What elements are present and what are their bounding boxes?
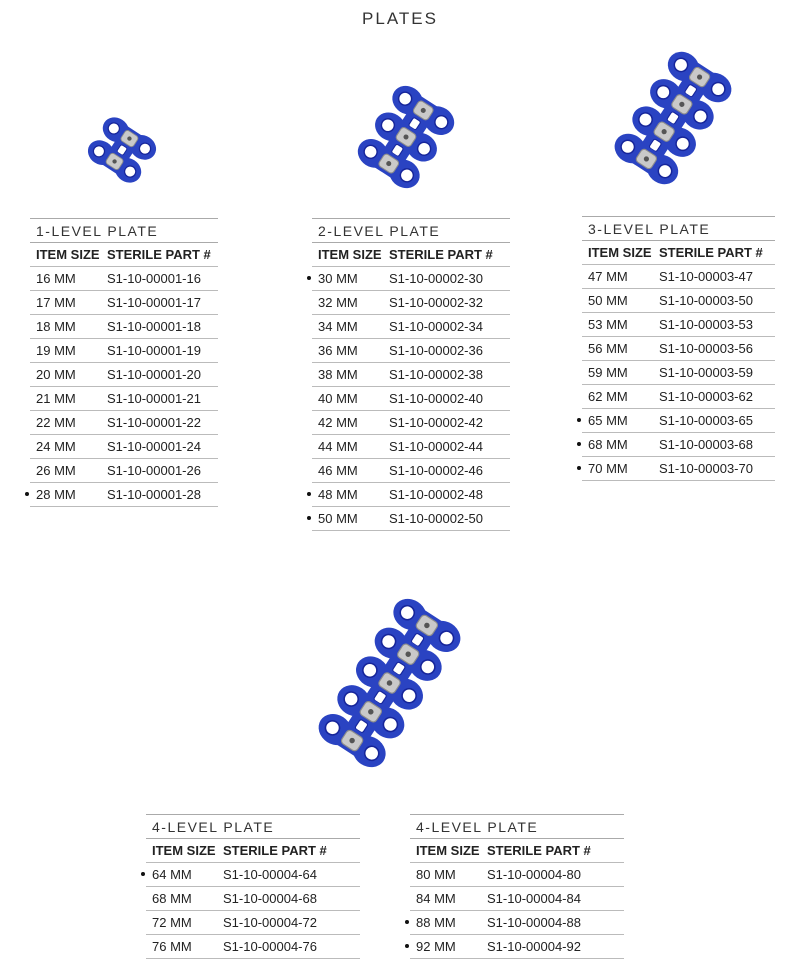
item-size-cell: 16 MM — [36, 271, 76, 286]
item-size-header: ITEM SIZE — [588, 245, 652, 260]
item-size-cell: 21 MM — [36, 391, 76, 406]
sterile-part-cell: S1-10-00002-34 — [389, 319, 483, 334]
bullet-marker — [25, 492, 29, 496]
sterile-part-cell: S1-10-00002-42 — [389, 415, 483, 430]
item-size-cell: 50 MM — [318, 511, 358, 526]
bullet-marker — [141, 872, 145, 876]
item-size-cell: 48 MM — [318, 487, 358, 502]
sterile-part-header: STERILE PART # — [487, 843, 591, 858]
item-size-cell: 38 MM — [318, 367, 358, 382]
item-size-cell: 17 MM — [36, 295, 76, 310]
item-size-cell: 20 MM — [36, 367, 76, 382]
table-row — [582, 432, 775, 456]
item-size-cell: 70 MM — [588, 461, 628, 476]
sterile-part-cell: S1-10-00002-46 — [389, 463, 483, 478]
table-row — [146, 862, 360, 886]
table-row — [30, 338, 218, 362]
item-size-header: ITEM SIZE — [318, 247, 382, 262]
sterile-part-cell: S1-10-00002-30 — [389, 271, 483, 286]
sterile-part-header: STERILE PART # — [223, 843, 327, 858]
table-row — [582, 384, 775, 408]
sterile-part-cell: S1-10-00001-17 — [107, 295, 201, 310]
item-size-cell: 22 MM — [36, 415, 76, 430]
table-caption: 4-LEVEL PLATE — [146, 814, 360, 838]
sterile-part-cell: S1-10-00001-26 — [107, 463, 201, 478]
page-title: PLATES — [362, 9, 438, 28]
table-row — [582, 264, 775, 288]
2-level-plate-image — [336, 72, 476, 202]
bullet-marker — [577, 418, 581, 422]
item-size-cell: 47 MM — [588, 269, 628, 284]
table-row — [312, 314, 510, 338]
item-size-cell: 44 MM — [318, 439, 358, 454]
sterile-part-cell: S1-10-00002-48 — [389, 487, 483, 502]
table-row — [30, 386, 218, 410]
table-row — [146, 886, 360, 910]
item-size-header: ITEM SIZE — [152, 843, 216, 858]
item-size-cell: 34 MM — [318, 319, 358, 334]
item-size-cell: 40 MM — [318, 391, 358, 406]
bullet-marker — [577, 466, 581, 470]
item-size-cell: 42 MM — [318, 415, 358, 430]
sterile-part-cell: S1-10-00004-92 — [487, 939, 581, 954]
sterile-part-cell: S1-10-00003-62 — [659, 389, 753, 404]
item-size-cell: 88 MM — [416, 915, 456, 930]
4-level-plate-table-b — [410, 814, 624, 959]
item-size-cell: 26 MM — [36, 463, 76, 478]
table-row — [410, 862, 624, 886]
1-level-plate-table — [30, 218, 218, 507]
table-row — [30, 482, 218, 507]
table-row — [30, 290, 218, 314]
sterile-part-cell: S1-10-00002-38 — [389, 367, 483, 382]
table-row — [312, 290, 510, 314]
table-row — [410, 934, 624, 959]
table-row — [30, 314, 218, 338]
item-size-cell: 84 MM — [416, 891, 456, 906]
item-size-cell: 53 MM — [588, 317, 628, 332]
sterile-part-header: STERILE PART # — [107, 247, 211, 262]
table-header — [582, 240, 775, 264]
sterile-part-cell: S1-10-00003-65 — [659, 413, 753, 428]
table-row — [30, 266, 218, 290]
sterile-part-cell: S1-10-00001-22 — [107, 415, 201, 430]
table-row — [312, 362, 510, 386]
item-size-cell: 56 MM — [588, 341, 628, 356]
table-caption: 3-LEVEL PLATE — [582, 216, 775, 240]
item-size-header: ITEM SIZE — [36, 247, 100, 262]
sterile-part-cell: S1-10-00003-56 — [659, 341, 753, 356]
4-level-plate-table-a — [146, 814, 360, 959]
sterile-part-header: STERILE PART # — [659, 245, 763, 260]
sterile-part-cell: S1-10-00003-59 — [659, 365, 753, 380]
table-row — [582, 312, 775, 336]
sterile-part-cell: S1-10-00001-20 — [107, 367, 201, 382]
sterile-part-cell: S1-10-00004-88 — [487, 915, 581, 930]
bullet-marker — [405, 944, 409, 948]
item-size-cell: 64 MM — [152, 867, 192, 882]
item-size-cell: 72 MM — [152, 915, 192, 930]
item-size-cell: 18 MM — [36, 319, 76, 334]
table-caption: 1-LEVEL PLATE — [30, 218, 218, 242]
table-row — [312, 410, 510, 434]
table-header — [30, 242, 218, 266]
item-size-cell: 59 MM — [588, 365, 628, 380]
sterile-part-cell: S1-10-00001-28 — [107, 487, 201, 502]
sterile-part-cell: S1-10-00003-68 — [659, 437, 753, 452]
sterile-part-header: STERILE PART # — [389, 247, 493, 262]
4-level-plate-image — [282, 578, 497, 788]
sterile-part-cell: S1-10-00003-50 — [659, 293, 753, 308]
table-row — [582, 288, 775, 312]
table-row — [30, 362, 218, 386]
table-header — [312, 242, 510, 266]
item-size-cell: 19 MM — [36, 343, 76, 358]
table-row — [312, 434, 510, 458]
item-size-cell: 24 MM — [36, 439, 76, 454]
item-size-cell: 68 MM — [152, 891, 192, 906]
sterile-part-cell: S1-10-00003-70 — [659, 461, 753, 476]
item-size-cell: 30 MM — [318, 271, 358, 286]
1-level-plate-image — [72, 110, 172, 190]
item-size-cell: 28 MM — [36, 487, 76, 502]
item-size-cell: 76 MM — [152, 939, 192, 954]
sterile-part-cell: S1-10-00001-21 — [107, 391, 201, 406]
bullet-marker — [405, 920, 409, 924]
bullet-marker — [307, 276, 311, 280]
2-level-plate-table — [312, 218, 510, 531]
table-caption: 2-LEVEL PLATE — [312, 218, 510, 242]
sterile-part-cell: S1-10-00004-72 — [223, 915, 317, 930]
table-row — [312, 266, 510, 290]
table-row — [312, 482, 510, 506]
bullet-marker — [307, 492, 311, 496]
table-row — [312, 386, 510, 410]
sterile-part-cell: S1-10-00004-64 — [223, 867, 317, 882]
table-row — [582, 456, 775, 481]
item-size-header: ITEM SIZE — [416, 843, 480, 858]
item-size-cell: 92 MM — [416, 939, 456, 954]
table-row — [312, 506, 510, 531]
table-row — [146, 934, 360, 959]
table-row — [30, 434, 218, 458]
item-size-cell: 50 MM — [588, 293, 628, 308]
table-row — [30, 458, 218, 482]
sterile-part-cell: S1-10-00002-36 — [389, 343, 483, 358]
sterile-part-cell: S1-10-00002-50 — [389, 511, 483, 526]
table-caption: 4-LEVEL PLATE — [410, 814, 624, 838]
sterile-part-cell: S1-10-00004-80 — [487, 867, 581, 882]
sterile-part-cell: S1-10-00002-32 — [389, 295, 483, 310]
sterile-part-cell: S1-10-00001-18 — [107, 319, 201, 334]
3-level-plate-image — [588, 38, 758, 198]
sterile-part-cell: S1-10-00001-24 — [107, 439, 201, 454]
table-header — [410, 838, 624, 862]
table-header — [146, 838, 360, 862]
sterile-part-cell: S1-10-00002-44 — [389, 439, 483, 454]
table-row — [312, 458, 510, 482]
sterile-part-cell: S1-10-00004-76 — [223, 939, 317, 954]
sterile-part-cell: S1-10-00004-84 — [487, 891, 581, 906]
bullet-marker — [577, 442, 581, 446]
table-row — [312, 338, 510, 362]
sterile-part-cell: S1-10-00002-40 — [389, 391, 483, 406]
item-size-cell: 68 MM — [588, 437, 628, 452]
item-size-cell: 32 MM — [318, 295, 358, 310]
table-row — [410, 886, 624, 910]
table-row — [30, 410, 218, 434]
item-size-cell: 46 MM — [318, 463, 358, 478]
table-row — [582, 408, 775, 432]
sterile-part-cell: S1-10-00004-68 — [223, 891, 317, 906]
table-row — [146, 910, 360, 934]
sterile-part-cell: S1-10-00001-16 — [107, 271, 201, 286]
sterile-part-cell: S1-10-00001-19 — [107, 343, 201, 358]
sterile-part-cell: S1-10-00003-53 — [659, 317, 753, 332]
bullet-marker — [307, 516, 311, 520]
item-size-cell: 62 MM — [588, 389, 628, 404]
item-size-cell: 36 MM — [318, 343, 358, 358]
sterile-part-cell: S1-10-00003-47 — [659, 269, 753, 284]
table-row — [410, 910, 624, 934]
3-level-plate-table — [582, 216, 775, 481]
item-size-cell: 80 MM — [416, 867, 456, 882]
item-size-cell: 65 MM — [588, 413, 628, 428]
table-row — [582, 336, 775, 360]
table-row — [582, 360, 775, 384]
